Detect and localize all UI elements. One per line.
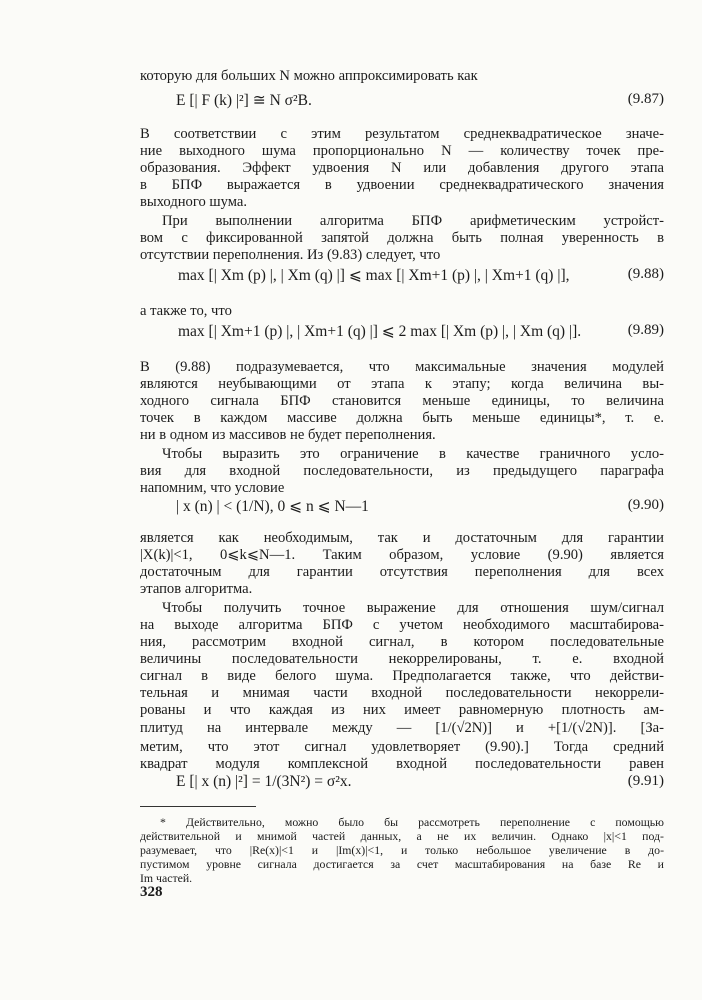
- equation-number: (9.88): [627, 266, 664, 282]
- text-line: метим, что этот сигнал удовлетворяет (9.90).] Тогда средний: [140, 739, 664, 755]
- footnote-line: Im частей.: [140, 871, 193, 885]
- text-line: отсутствии переполнения. Из (9.83) следует, что: [140, 247, 441, 263]
- text-line: образования. Эффект удвоения N или добавления другого этапа: [140, 160, 664, 176]
- footnote-line: разумевает, что |Re(x)|<1 и |Im(x)|<1, и только небольшое увеличение в до-: [140, 843, 664, 857]
- footnote-line: действительной и мнимой частей данных, а не их величин. Однако |x|<1 под-: [140, 829, 664, 843]
- text-line: на выходе алгоритма БПФ с учетом необходимого масштабирова-: [140, 617, 664, 633]
- equation-9-90: [140, 497, 664, 519]
- equation-text: max [| Xm (p) |, | Xm (q) |] ⩽ max [| Xm+1 (p) |, | Xm+1 (q) |],: [178, 267, 570, 284]
- text-line: квадрат модуля комплексной входной последовательности равен: [140, 756, 664, 772]
- text-line: |X(k)|<1, 0⩽k⩽N—1. Таким образом, условие (9.90) является: [140, 547, 664, 563]
- text-line: выходного шума.: [140, 194, 248, 210]
- footnote-line: * Действительно, можно было бы рассмотреть переполнение с помощью: [160, 815, 664, 829]
- equation-9-91: [140, 773, 664, 795]
- equation-text: | x (n) | < (1/N), 0 ⩽ n ⩽ N—1: [176, 498, 369, 515]
- text-line: Чтобы получить точное выражение для отношения шум/сигнал: [162, 600, 664, 616]
- text-line: является как необходимым, так и достаточным для гарантии: [140, 530, 664, 546]
- text-line: ние выходного шума пропорционально N — количеству точек пре-: [140, 143, 664, 159]
- text-line: вия для входной последовательности, из предыдущего параграфа: [140, 463, 664, 479]
- text-line: плитуд на интервале между — [1/(√2N)] и +[1/(√2N)]. [За-: [140, 720, 664, 736]
- text-line: В соответствии с этим результатом среднеквадратическое значе-: [140, 126, 664, 142]
- equation-9-88: [140, 266, 664, 288]
- equation-number: (9.90): [627, 497, 664, 513]
- text-line: сигнал в виде белого шума. Предполагается также, что действи-: [140, 668, 664, 684]
- text-line: ния, рассмотрим входной сигнал, в котором последовательные: [140, 634, 664, 650]
- equation-9-87: [140, 91, 664, 113]
- text-line: а также то, что: [140, 303, 232, 319]
- text-line: ни в одном из массивов не будет переполнения.: [140, 427, 436, 443]
- text-line: которую для больших N можно аппроксимировать как: [140, 68, 478, 84]
- text-line: в БПФ выражается в удвоении среднеквадратического значения: [140, 177, 664, 193]
- text-line: При выполнении алгоритма БПФ арифметическим устройст-: [162, 213, 664, 229]
- footnote-divider: [140, 806, 256, 807]
- text-line: рованы и что каждая из них имеет равномерную плотность ам-: [140, 702, 664, 718]
- text-line: ходного сигнала БПФ становится меньше единицы, то величина: [140, 393, 664, 409]
- text-line: вом с фиксированной запятой должна быть полная уверенность в: [140, 230, 664, 246]
- text-line: величины последовательности некоррелированы, т. е. входной: [140, 651, 664, 667]
- equation-text: E [| x (n) |²] = 1/(3N²) = σ²x.: [176, 773, 352, 790]
- text-line: Чтобы выразить это ограничение в качестве граничного усло-: [162, 446, 664, 462]
- equation-9-89: [140, 322, 664, 344]
- text-line: этапов алгоритма.: [140, 581, 253, 597]
- page-number: 328: [140, 884, 163, 900]
- text-line: тельная и мнимая части входной последовательности некоррели-: [140, 685, 664, 701]
- text-line: В (9.88) подразумевается, что максимальные значения модулей: [140, 359, 664, 375]
- equation-text: max [| Xm+1 (p) |, | Xm+1 (q) |] ⩽ 2 max [| Xm (p) |, | Xm (q) |].: [178, 323, 582, 340]
- equation-number: (9.91): [627, 773, 664, 789]
- equation-number: (9.89): [627, 322, 664, 338]
- equation-text: E [| F (k) |²] ≅ N σ²B.: [176, 92, 312, 109]
- text-line: напомним, что условие: [140, 480, 285, 496]
- text-line: являются неубывающими от этапа к этапу; когда величина вы-: [140, 376, 664, 392]
- footnote-line: пустимом уровне сигнала достигается за счет масштабирования на базе Re и: [140, 857, 664, 871]
- text-line: точек в каждом массиве должна быть меньше единицы*, т. е.: [140, 410, 664, 426]
- equation-number: (9.87): [627, 91, 664, 107]
- text-line: достаточным для гарантии отсутствия переполнения для всех: [140, 564, 664, 580]
